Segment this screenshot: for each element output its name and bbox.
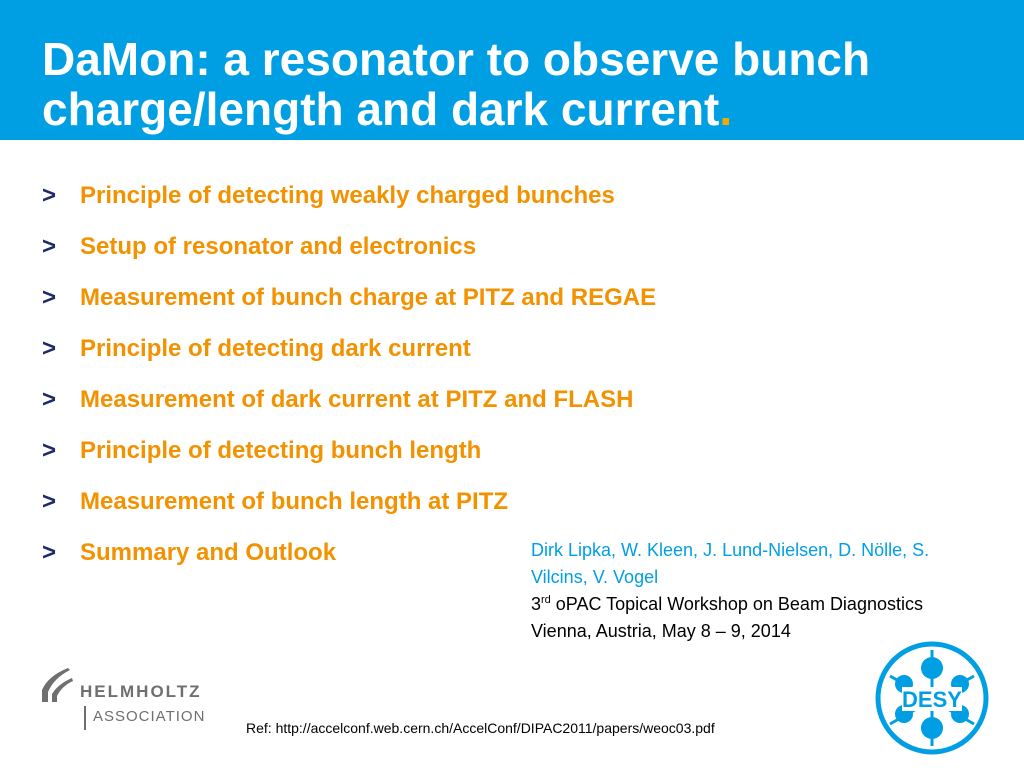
helmholtz-emblem-icon (38, 664, 78, 708)
event-name (531, 591, 971, 618)
reference-link[interactable]: Ref: http://accelconf.web.cern.ch/AccelConf/DIPAC2011/papers/weoc03.pdf (246, 720, 715, 736)
agenda-item (42, 425, 656, 476)
slide-title-text: DaMon: a resonator to observe bunch charge/length and dark current (42, 33, 871, 135)
helmholtz-wordmark: HELMHOLTZ (80, 682, 202, 701)
agenda-item-label: Measurement of dark current at PITZ and FLASH (80, 385, 634, 413)
bullet-marker: > (42, 436, 57, 464)
agenda-item-label: Principle of detecting dark current (80, 334, 471, 362)
bullet-marker: > (42, 232, 57, 260)
author-block (531, 537, 971, 645)
event-ordinal-suffix: rd (541, 594, 551, 606)
slide-title-dot: . (719, 83, 733, 135)
bullet-marker: > (42, 181, 57, 209)
agenda-item-label: Principle of detecting bunch length (80, 436, 482, 464)
agenda-item (42, 272, 656, 323)
agenda-item-label: Summary and Outlook (80, 538, 337, 566)
logo-divider (84, 706, 86, 730)
desy-logo (874, 640, 990, 756)
author-names: Dirk Lipka, W. Kleen, J. Lund-Nielsen, D. Nölle, S. Vilcins, V. Vogel (531, 540, 930, 587)
bullet-marker: > (42, 385, 57, 413)
agenda-list (42, 170, 656, 578)
event-number: 3 (531, 594, 542, 614)
helmholtz-logo (38, 664, 218, 744)
title-bar (0, 0, 1024, 140)
event-place-date: Vienna, Austria, May 8 – 9, 2014 (531, 621, 791, 641)
event-title: oPAC Topical Workshop on Beam Diagnostics (550, 594, 923, 614)
bullet-marker: > (42, 538, 57, 566)
agenda-item-label: Measurement of bunch charge at PITZ and REGAE (80, 283, 657, 311)
association-wordmark: ASSOCIATION (93, 708, 206, 725)
agenda-item (42, 476, 656, 527)
bullet-marker: > (42, 334, 57, 362)
agenda-item-label: Setup of resonator and electronics (80, 232, 477, 260)
agenda-item (42, 221, 656, 272)
bullet-marker: > (42, 487, 57, 515)
slide-title (42, 34, 1002, 134)
bullet-marker: > (42, 283, 57, 311)
agenda-item (42, 374, 656, 425)
agenda-item (42, 170, 656, 221)
desy-wordmark: DESY (902, 687, 962, 712)
agenda-item-label: Principle of detecting weakly charged bunches (80, 181, 615, 209)
agenda-item-label: Measurement of bunch length at PITZ (80, 487, 509, 515)
agenda-item (42, 323, 656, 374)
